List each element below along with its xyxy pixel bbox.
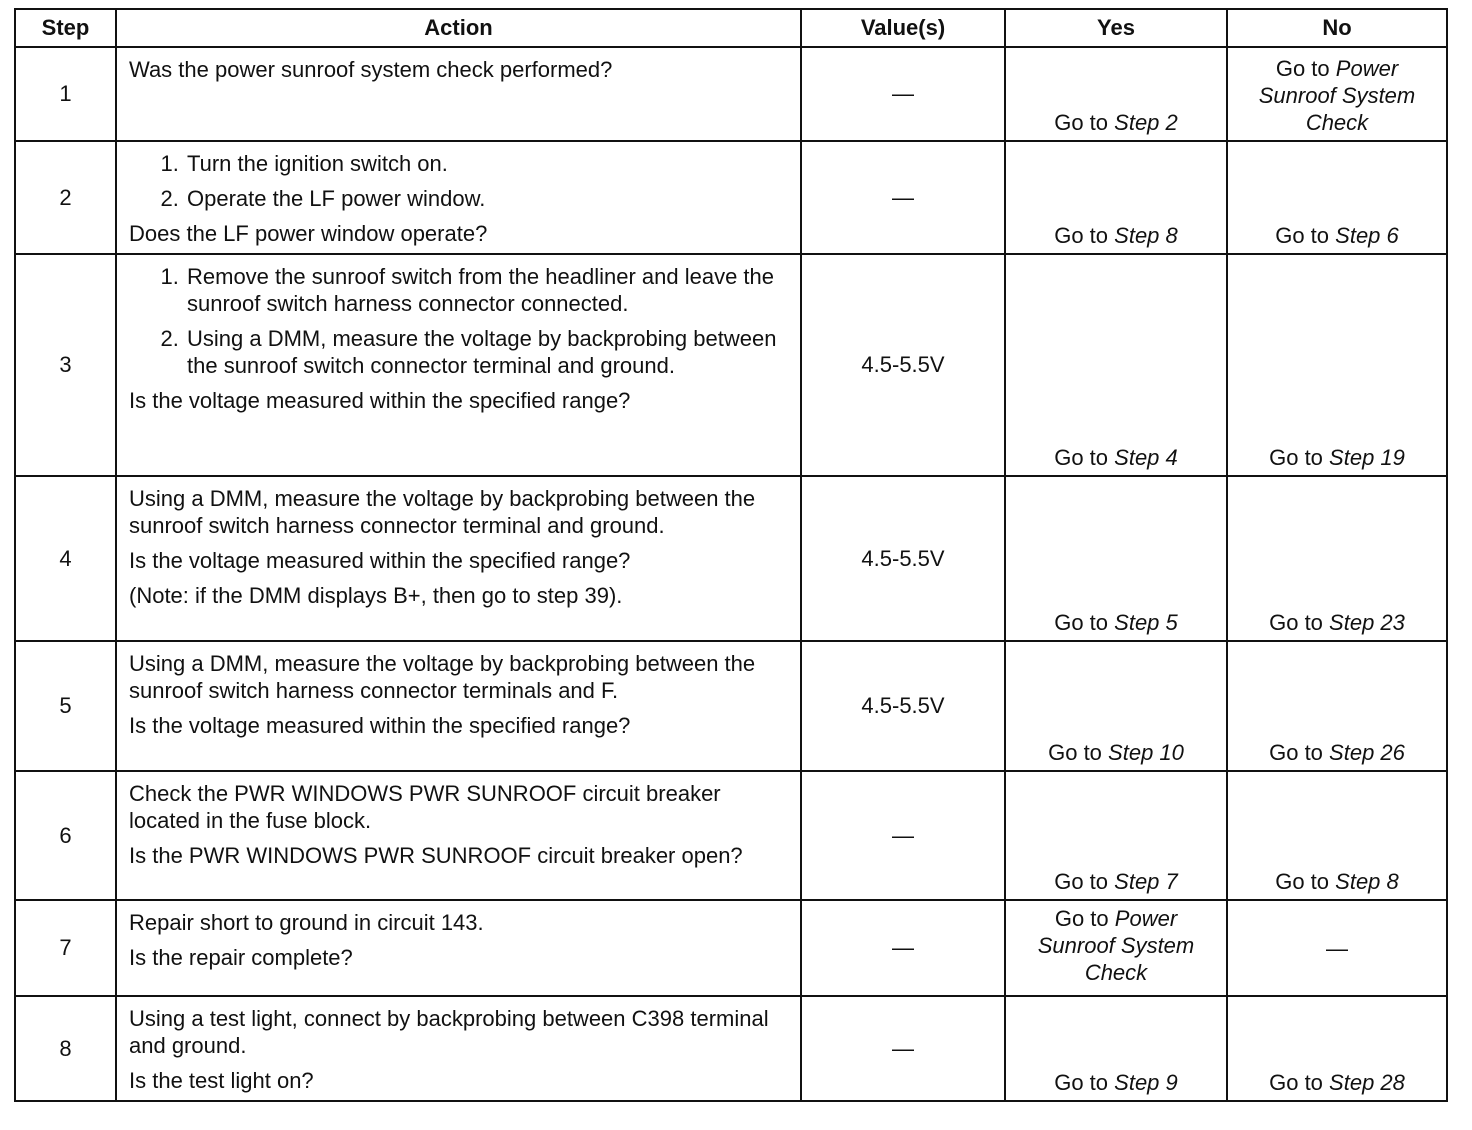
value-cell: 4.5-5.5V: [801, 641, 1005, 771]
action-cell: [116, 900, 801, 996]
action-cell: [116, 476, 801, 641]
yes-cell: [1005, 900, 1227, 996]
action-cell: [116, 254, 801, 476]
action-text: Using a DMM, measure the voltage by backprobing between the sunroof switch harness connector terminals and F.: [129, 651, 756, 703]
action-question: Is the PWR WINDOWS PWR SUNROOF circuit breaker open?: [129, 843, 743, 868]
yes-ref: Step 9: [1114, 1070, 1178, 1095]
yes-cell: [1005, 641, 1227, 771]
no-prefix: Go to: [1275, 869, 1330, 894]
no-cell: [1227, 996, 1447, 1101]
yes-cell: [1005, 476, 1227, 641]
no-prefix: Go to: [1269, 445, 1323, 470]
action-note: (Note: if the DMM displays B+, then go to step 39).: [129, 583, 623, 608]
header-row: [15, 9, 1447, 47]
action-question: Is the test light on?: [129, 1068, 314, 1093]
value-cell: —: [801, 900, 1005, 996]
action-cell: [116, 996, 801, 1101]
yes-prefix: Go to: [1054, 610, 1109, 635]
yes-ref: Step 4: [1114, 445, 1178, 470]
action-question: Is the repair complete?: [129, 945, 353, 970]
action-cell: [116, 641, 801, 771]
header-no: No: [1227, 9, 1447, 47]
header-values: Value(s): [801, 9, 1005, 47]
no-ref: Step 26: [1329, 740, 1405, 765]
table-row: [15, 641, 1447, 771]
yes-prefix: Go to: [1054, 110, 1109, 135]
action-question: Does the LF power window operate?: [129, 221, 488, 246]
yes-cell: [1005, 47, 1227, 141]
header-yes: Yes: [1005, 9, 1227, 47]
table-row: [15, 476, 1447, 641]
no-prefix: Go to: [1269, 740, 1323, 765]
step-number: 1: [15, 47, 116, 141]
yes-ref: Step 8: [1114, 223, 1178, 248]
no-prefix: Go to: [1269, 1070, 1323, 1095]
step-number: 5: [15, 641, 116, 771]
no-ref: Power Sunroof System Check: [1258, 56, 1416, 135]
action-list: [129, 150, 790, 212]
value-cell: —: [801, 141, 1005, 254]
no-cell: [1227, 641, 1447, 771]
no-prefix: Go to: [1275, 56, 1330, 81]
no-cell: [1227, 900, 1447, 996]
yes-prefix: Go to: [1048, 740, 1102, 765]
no-ref: Step 8: [1335, 869, 1399, 894]
header-step: Step: [15, 9, 116, 47]
action-text: Repair short to ground in circuit 143.: [129, 910, 484, 935]
yes-ref: Step 5: [1114, 610, 1178, 635]
no-ref: Step 19: [1329, 445, 1405, 470]
value-cell: 4.5-5.5V: [801, 476, 1005, 641]
action-question: Is the voltage measured within the specified range?: [129, 713, 631, 738]
action-text: Using a test light, connect by backprobing between C398 terminal and ground.: [129, 1006, 769, 1058]
no-ref: Step 28: [1329, 1070, 1405, 1095]
step-number: 2: [15, 141, 116, 254]
action-text: Was the power sunroof system check performed?: [129, 57, 613, 82]
yes-ref: Step 7: [1114, 869, 1178, 894]
yes-prefix: Go to: [1054, 906, 1109, 931]
value-cell: —: [801, 771, 1005, 900]
yes-cell: [1005, 771, 1227, 900]
table-row: [15, 771, 1447, 900]
action-cell: [116, 141, 801, 254]
step-number: 7: [15, 900, 116, 996]
no-cell: [1227, 141, 1447, 254]
yes-prefix: Go to: [1054, 1070, 1109, 1095]
no-prefix: Go to: [1275, 223, 1330, 248]
no-ref: —: [1326, 935, 1348, 961]
table-row: [15, 900, 1447, 996]
yes-cell: [1005, 996, 1227, 1101]
table-row: [15, 47, 1447, 141]
action-list: [129, 263, 790, 379]
step-number: 4: [15, 476, 116, 641]
step-number: 8: [15, 996, 116, 1101]
yes-prefix: Go to: [1054, 869, 1109, 894]
yes-cell: [1005, 141, 1227, 254]
no-cell: [1227, 476, 1447, 641]
value-cell: —: [801, 996, 1005, 1101]
action-question: Is the voltage measured within the specified range?: [129, 388, 631, 413]
yes-prefix: Go to: [1054, 223, 1109, 248]
action-list-item: 1. Remove the sunroof switch from the headliner and leave the sunroof switch harness connector connected.: [185, 263, 790, 317]
yes-prefix: Go to: [1054, 445, 1109, 470]
table-row: [15, 996, 1447, 1101]
action-text: Check the PWR WINDOWS PWR SUNROOF circuit breaker located in the fuse block.: [129, 781, 721, 833]
action-list-item: 2. Operate the LF power window.: [185, 185, 790, 212]
yes-cell: [1005, 254, 1227, 476]
no-prefix: Go to: [1269, 610, 1323, 635]
step-number: 6: [15, 771, 116, 900]
yes-ref: Step 2: [1114, 110, 1178, 135]
no-cell: [1227, 254, 1447, 476]
no-cell: [1227, 771, 1447, 900]
action-text: Using a DMM, measure the voltage by backprobing between the sunroof switch harness connector terminal and ground.: [129, 486, 756, 538]
action-cell: [116, 771, 801, 900]
action-cell: [116, 47, 801, 141]
step-number: 3: [15, 254, 116, 476]
no-ref: Step 6: [1335, 223, 1399, 248]
action-question: Is the voltage measured within the specified range?: [129, 548, 631, 573]
no-ref: Step 23: [1329, 610, 1405, 635]
action-list-item: 1. Turn the ignition switch on.: [185, 150, 790, 177]
value-cell: 4.5-5.5V: [801, 254, 1005, 476]
yes-ref: Power Sunroof System Check: [1037, 906, 1195, 985]
no-cell: [1227, 47, 1447, 141]
yes-ref: Step 10: [1108, 740, 1184, 765]
table-row: [15, 254, 1447, 476]
header-action: Action: [116, 9, 801, 47]
table-row: [15, 141, 1447, 254]
value-cell: —: [801, 47, 1005, 141]
action-list-item: 2. Using a DMM, measure the voltage by backprobing between the sunroof switch connector terminal and ground.: [185, 325, 790, 379]
diagnostic-table: [14, 8, 1448, 1102]
